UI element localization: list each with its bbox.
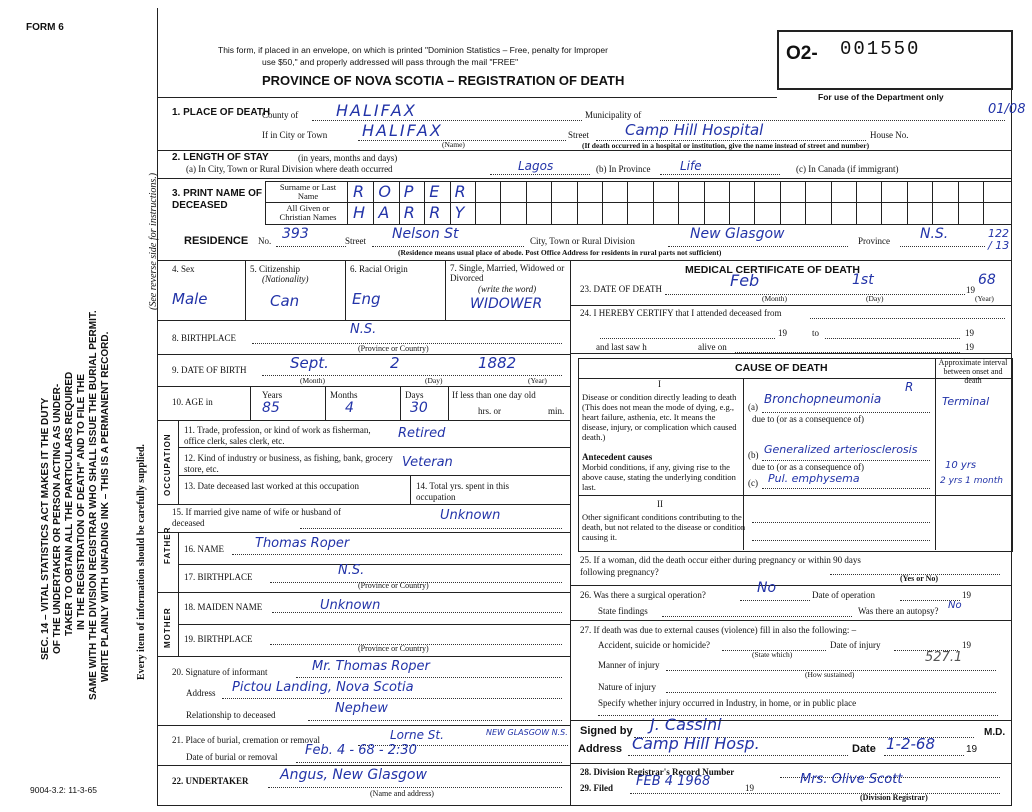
filed-date: FEB 4 1968 bbox=[636, 774, 711, 789]
name-grid-divider bbox=[958, 181, 959, 224]
relationship-value: Nephew bbox=[335, 701, 388, 716]
given-name-letter: A bbox=[378, 203, 390, 222]
rule-1 bbox=[157, 150, 1012, 151]
envelope-note-2: use $50," and properly addressed will pass through the mail "FREE" bbox=[262, 57, 519, 67]
citizenship-value: Can bbox=[270, 292, 300, 310]
mother-maiden: Unknown bbox=[320, 598, 381, 613]
form-bottom-border bbox=[157, 805, 1012, 806]
given-name-letter: H bbox=[353, 203, 366, 222]
physician-signature: J. Cassini bbox=[650, 715, 722, 734]
residence-number: 393 bbox=[282, 226, 309, 242]
left-margin-reverse: (See reverse side for instructions.) bbox=[148, 172, 159, 310]
name-grid-divider bbox=[627, 181, 628, 224]
surname-letter: P bbox=[403, 182, 414, 201]
name-grid-divider bbox=[602, 181, 603, 224]
undertaker-value: Angus, New Glasgow bbox=[280, 767, 427, 783]
name-grid-divider bbox=[932, 181, 933, 224]
form-left-border bbox=[157, 8, 158, 806]
surname-letter: O bbox=[378, 182, 391, 201]
surgery-value: No bbox=[757, 580, 777, 596]
name-grid-divider bbox=[881, 181, 882, 224]
industry-value: Veteran bbox=[402, 455, 453, 470]
name-grid-divider bbox=[450, 181, 451, 224]
cause-a: Bronchopneumonia bbox=[764, 392, 882, 406]
father-birthplace: N.S. bbox=[338, 563, 365, 578]
street-value: Camp Hill Hospital bbox=[625, 121, 764, 139]
physician-address: Camp Hill Hosp. bbox=[632, 734, 760, 753]
department-use: For use of the Department only bbox=[818, 92, 944, 102]
place-of-death-label: 1. PLACE OF DEATH bbox=[172, 107, 271, 118]
cause-b: Generalized arteriosclerosis bbox=[764, 443, 918, 456]
death-year: 68 bbox=[978, 272, 996, 288]
given-name-letter: R bbox=[429, 203, 441, 222]
dob-day: 2 bbox=[390, 354, 400, 372]
registration-number: 001550 bbox=[840, 38, 921, 60]
name-grid-divider bbox=[729, 181, 730, 224]
name-grid-divider bbox=[983, 181, 984, 224]
form-title: PROVINCE OF NOVA SCOTIA – REGISTRATION OF DEATH bbox=[262, 73, 625, 88]
envelope-note-1: This form, if placed in an envelope, on which is printed "Dominion Statistics – Free, penalty for Improper bbox=[218, 45, 608, 55]
interval-a: Terminal bbox=[942, 395, 990, 408]
informant-signature: Mr. Thomas Roper bbox=[312, 659, 430, 674]
footer-code: 9004-3.2: 11-3-65 bbox=[30, 785, 97, 795]
age-years: 85 bbox=[262, 400, 280, 416]
county-value: HALIFAX bbox=[336, 101, 417, 120]
residence-street: Nelson St bbox=[392, 226, 459, 242]
icd-code: 527.1 bbox=[925, 650, 963, 665]
name-grid-divider bbox=[500, 181, 501, 224]
name-grid-divider bbox=[475, 181, 476, 224]
marital-value: WIDOWER bbox=[470, 296, 543, 312]
name-grid-divider bbox=[754, 181, 755, 224]
name-grid-divider bbox=[526, 181, 527, 224]
given-name-letter: R bbox=[403, 203, 415, 222]
name-grid-divider bbox=[577, 181, 578, 224]
name-grid-divider bbox=[704, 181, 705, 224]
cause-c: Pul. emphysema bbox=[768, 472, 860, 485]
autopsy-value: No bbox=[948, 600, 962, 611]
name-grid-divider bbox=[805, 181, 806, 224]
name-grid-divider bbox=[678, 181, 679, 224]
death-day: 1st bbox=[852, 272, 874, 288]
rule-2 bbox=[157, 178, 1012, 179]
burial-place: Lorne St. bbox=[390, 728, 444, 742]
age-months: 4 bbox=[345, 400, 354, 416]
name-grid-divider bbox=[831, 181, 832, 224]
signature-date: 1-2-68 bbox=[886, 735, 935, 753]
surname-letter: E bbox=[429, 182, 440, 201]
medical-certificate-title: MEDICAL CERTIFICATE OF DEATH bbox=[685, 264, 860, 276]
burial-date: Feb. 4 - 68 - 2:30 bbox=[305, 743, 417, 758]
spouse-value: Unknown bbox=[440, 508, 501, 523]
form-id: FORM 6 bbox=[26, 22, 64, 33]
father-name: Thomas Roper bbox=[255, 536, 350, 551]
dob-month: Sept. bbox=[290, 354, 329, 372]
registration-prefix: O2- bbox=[786, 43, 818, 64]
dob-year: 1882 bbox=[478, 354, 517, 372]
birthplace-value: N.S. bbox=[350, 322, 377, 337]
left-margin-note: Every item of information should be carefully supplied. bbox=[136, 444, 147, 680]
department-code: 01/08 bbox=[988, 102, 1026, 117]
interval-b: 10 yrs bbox=[945, 460, 977, 471]
trade-value: Retired bbox=[398, 426, 446, 441]
name-grid-divider bbox=[653, 181, 654, 224]
cause-of-death-title: CAUSE OF DEATH bbox=[735, 362, 828, 374]
racial-origin-value: Eng bbox=[352, 290, 381, 308]
left-margin-instructions: SEC. 14 – VITAL STATISTICS ACT MAKES IT THE DUTY OF THE UNDERTAKER OR PERSON ACTING AS UNDER- TAKER TO OBTAIN ALL THE PARTICULARS REQUIRED IN THE REGISTRATION OF DEATH" AND TO FILE THE SAME WITH THE DIVISION REGISTRAR WHO SHALL ISSUE THE BURIAL PERMIT. WRITE PLAINLY WITH UNFADING INK – THIS IS A PERMANENT RECORD. bbox=[40, 310, 111, 700]
name-grid-divider bbox=[856, 181, 857, 224]
interval-c: 2 yrs 1 month bbox=[940, 476, 1003, 486]
rule-3 bbox=[157, 260, 1012, 261]
name-grid-divider bbox=[780, 181, 781, 224]
surname-letter: R bbox=[454, 182, 466, 201]
city-value: HALIFAX bbox=[362, 121, 443, 140]
death-month: Feb bbox=[730, 271, 760, 290]
center-divider bbox=[570, 260, 571, 805]
residence-city: New Glasgow bbox=[690, 226, 785, 242]
registrar-signature: Mrs. Olive Scott bbox=[800, 772, 903, 787]
name-grid-divider bbox=[373, 181, 374, 224]
name-grid-divider bbox=[551, 181, 552, 224]
surname-letter: R bbox=[353, 182, 365, 201]
age-days: 30 bbox=[410, 400, 428, 416]
name-grid-divider bbox=[907, 181, 908, 224]
sex-value: Male bbox=[172, 290, 208, 308]
name-grid-divider bbox=[424, 181, 425, 224]
given-name-letter: Y bbox=[454, 203, 465, 222]
header-rule bbox=[157, 97, 777, 98]
name-grid-divider bbox=[399, 181, 400, 224]
informant-address: Pictou Landing, Nova Scotia bbox=[232, 680, 414, 695]
residence-province: N.S. bbox=[920, 226, 949, 242]
